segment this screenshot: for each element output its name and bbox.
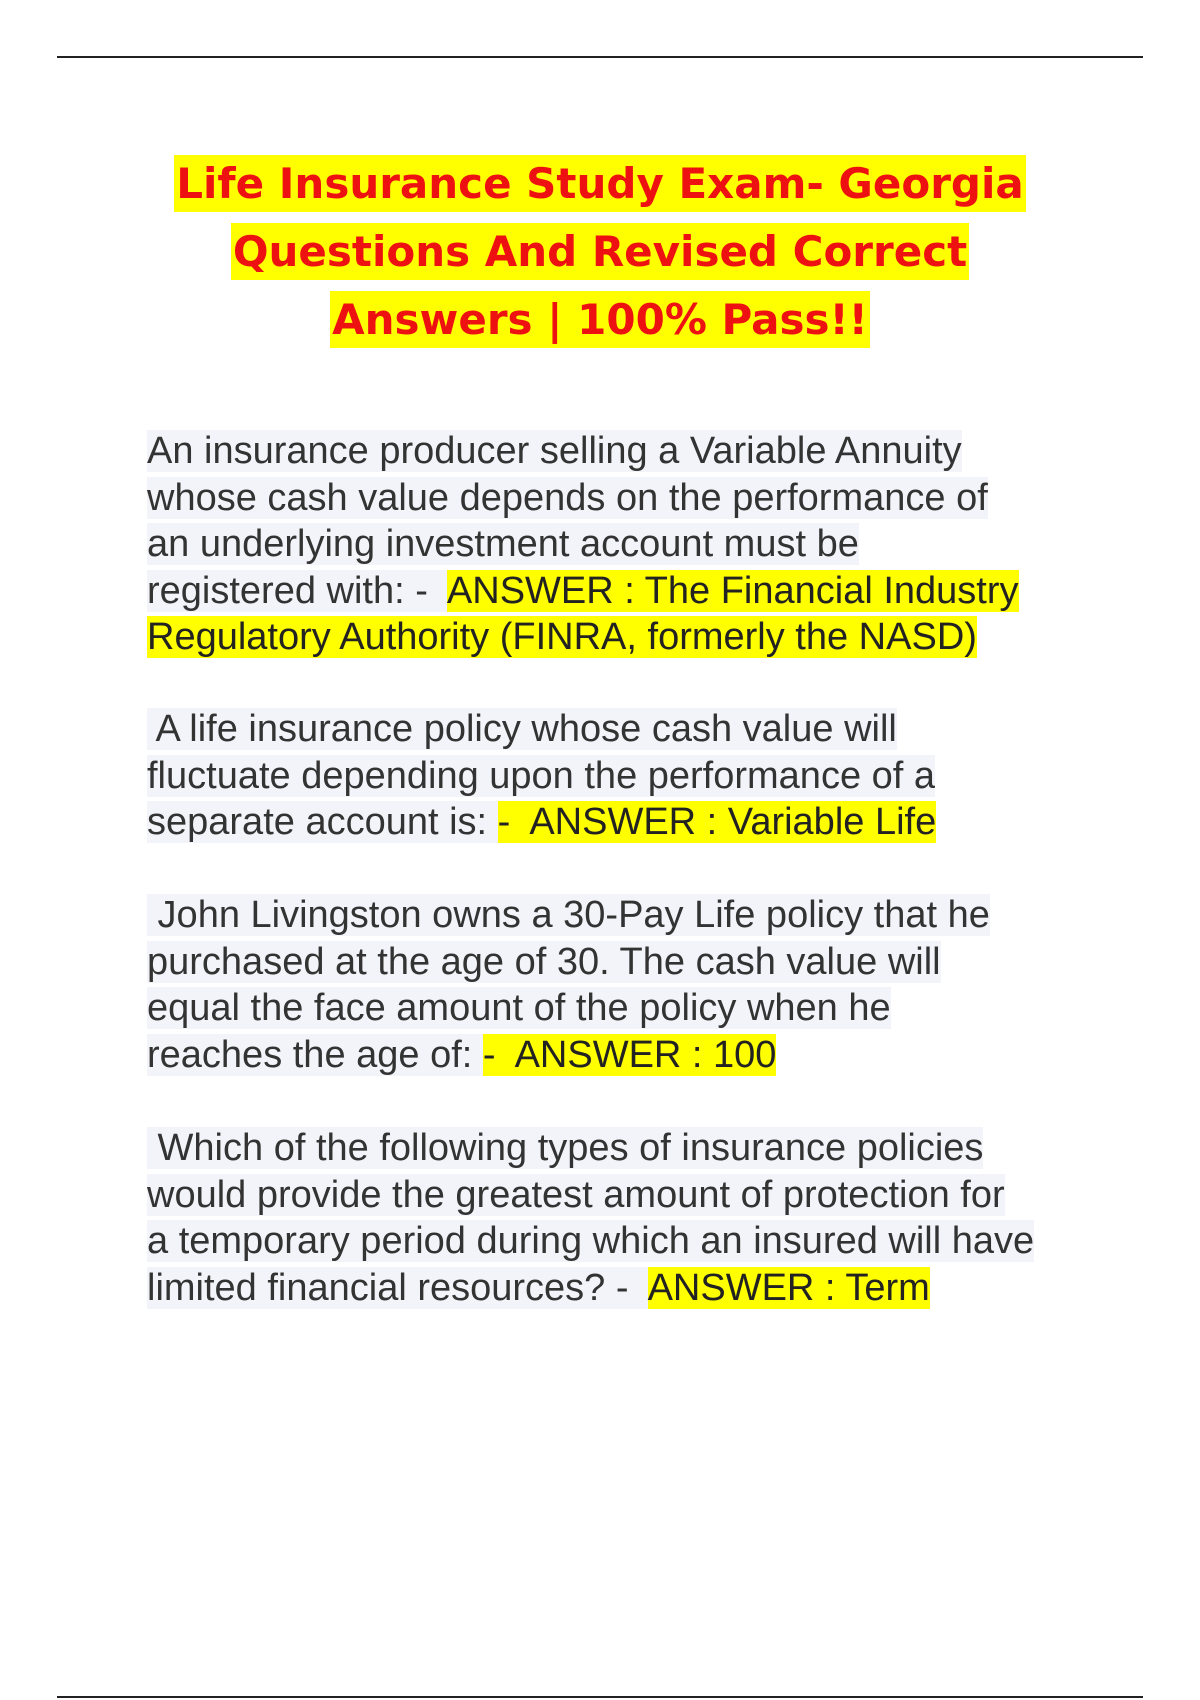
answer-highlight: - ANSWER : 100: [482, 1033, 777, 1076]
question-line: registered with: -: [147, 569, 447, 612]
title-line: Life Insurance Study Exam- Georgia: [174, 155, 1026, 212]
qa-item-2: [147, 706, 1097, 846]
question-line: would provide the greatest amount of protection for: [147, 1173, 1005, 1216]
qa-item-4: [147, 1125, 1097, 1311]
document-title: [120, 150, 1080, 354]
question-line: separate account is:: [147, 801, 498, 843]
answer-highlight: Regulatory Authority (FINRA, formerly the NASD): [147, 616, 977, 658]
qa-item-1: [147, 428, 1097, 661]
question-line: purchased at the age of 30. The cash value will: [147, 940, 941, 983]
answer-highlight: - ANSWER : Variable Life: [497, 801, 937, 843]
title-line: Questions And Revised Correct: [231, 223, 969, 280]
question-line: Which of the following types of insurance policies: [147, 1127, 984, 1169]
question-line: reaches the age of:: [147, 1033, 483, 1076]
question-line: fluctuate depending upon the performance of a: [147, 754, 936, 797]
top-divider: [57, 56, 1143, 58]
question-line: equal the face amount of the policy when he: [147, 987, 891, 1029]
bottom-divider: [57, 1696, 1143, 1698]
question-line: A life insurance policy whose cash value will: [147, 708, 897, 750]
question-line: a temporary period during which an insured will have: [147, 1220, 1035, 1262]
question-line: an underlying investment account must be: [147, 523, 859, 565]
question-line: whose cash value depends on the performance of: [147, 476, 988, 519]
qa-item-3: [147, 892, 1097, 1078]
question-line: An insurance producer selling a Variable Annuity: [147, 430, 962, 472]
question-line: limited financial resources? -: [147, 1266, 648, 1309]
answer-highlight: ANSWER : Term: [647, 1266, 930, 1309]
title-line: Answers | 100% Pass!!: [330, 291, 870, 348]
answer-highlight: ANSWER : The Financial Industry: [446, 569, 1019, 612]
question-line: John Livingston owns a 30-Pay Life policy that he: [147, 894, 990, 936]
